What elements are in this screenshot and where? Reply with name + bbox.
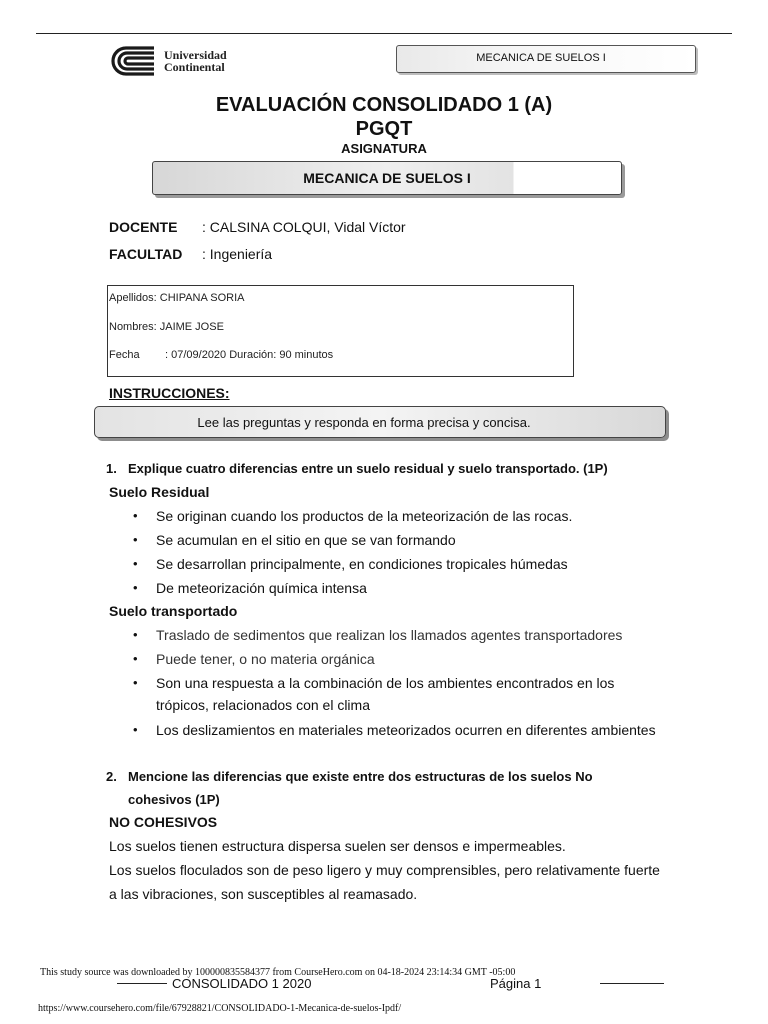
subject-caption: ASIGNATURA (341, 141, 427, 156)
download-notice: This study source was downloaded by 100000835584377 from CourseHero.com on 04-18-2024 23:14:34 GMT -05:00 (40, 967, 516, 978)
bullet-icon: • (133, 508, 138, 523)
university-logo-icon (110, 44, 160, 78)
instructions-heading: INSTRUCCIONES: (109, 385, 230, 401)
list-item: De meteorización química intensa (156, 580, 367, 596)
date-label: Fecha (109, 349, 140, 361)
answer-paragraph: Los suelos floculados son de peso ligero y muy comprensibles, pero relativamente fuerte (109, 862, 660, 878)
list-item: Se originan cuando los productos de la meteorización de las rocas. (156, 508, 573, 524)
university-name: Universidad Continental (164, 48, 227, 74)
footer-rule-right (600, 983, 664, 984)
list-item: Puede tener, o no materia orgánica (156, 651, 375, 667)
question-2-number: 2. (106, 769, 117, 784)
bullet-icon: • (133, 722, 138, 737)
facultad-value: : Ingeniería (202, 246, 273, 262)
header-course-label: MECANICA DE SUELOS I (476, 52, 606, 64)
footer-rule-left (117, 983, 167, 984)
list-item: Los deslizamientos en materiales meteorizados ocurren en diferentes ambientes (156, 722, 656, 738)
student-surname: Apellidos: CHIPANA SORIA (109, 292, 245, 304)
student-name: Nombres: JAIME JOSE (109, 321, 224, 333)
bullet-icon: • (133, 675, 138, 690)
docente-value: : CALSINA COLQUI, Vidal Víctor (202, 219, 406, 235)
top-rule (36, 33, 732, 34)
footer-left-text: CONSOLIDADO 1 2020 (172, 976, 312, 991)
list-item: Se acumulan en el sitio en que se van formando (156, 532, 456, 548)
list-item: Se desarrollan principalmente, en condiciones tropicales húmedas (156, 556, 568, 572)
docente-label: DOCENTE (109, 219, 178, 235)
residual-heading: Suelo Residual (109, 484, 210, 500)
question-1-text: Explique cuatro diferencias entre un suelo residual y suelo transportado. (1P) (128, 461, 608, 476)
instructions-text: Lee las preguntas y responda en forma precisa y concisa. (197, 415, 531, 430)
exam-code: PGQT (355, 118, 413, 140)
question-1-number: 1. (106, 461, 117, 476)
transport-heading: Suelo transportado (109, 603, 238, 619)
list-item-continuation: trópicos, relacionados con el clima (156, 697, 370, 713)
bullet-icon: • (133, 556, 138, 571)
bullet-icon: • (133, 627, 138, 642)
question-2-text-cont: cohesivos (1P) (128, 792, 220, 807)
list-item: Son una respuesta a la combinación de los ambientes encontrados en los (156, 675, 615, 691)
bullet-icon: • (133, 651, 138, 666)
date-duration: : 07/09/2020 Duración: 90 minutos (165, 349, 334, 361)
answer-paragraph: Los suelos tienen estructura dispersa suelen ser densos e impermeables. (109, 838, 566, 854)
list-item: Traslado de sedimentos que realizan los llamados agentes transportadores (156, 627, 623, 643)
question-2-text: Mencione las diferencias que existe entre dos estructuras de los suelos No (128, 769, 593, 784)
facultad-label: FACULTAD (109, 246, 183, 262)
bullet-icon: • (133, 580, 138, 595)
subject-name: MECANICA DE SUELOS I (303, 170, 471, 186)
source-url-link[interactable]: https://www.coursehero.com/file/67928821/CONSOLIDADO-1-Mecanica-de-suelos-Ipdf/ (38, 1003, 402, 1014)
answer-paragraph: a las vibraciones, son susceptibles al reamasado. (109, 886, 418, 902)
exam-title: EVALUACIÓN CONSOLIDADO 1 (A) (215, 94, 553, 116)
page-number: Página 1 (490, 976, 542, 991)
no-cohesivos-heading: NO COHESIVOS (109, 814, 218, 830)
bullet-icon: • (133, 532, 138, 547)
